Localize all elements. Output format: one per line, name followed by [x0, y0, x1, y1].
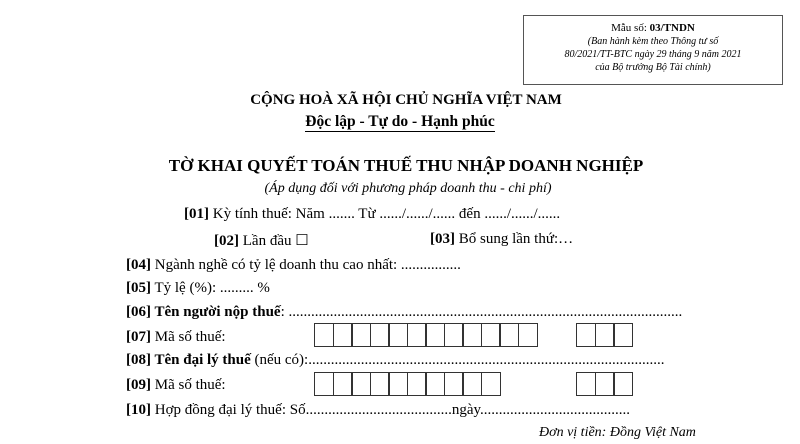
digit-box[interactable] [333, 372, 353, 396]
digit-box[interactable] [314, 372, 334, 396]
digit-box[interactable] [613, 372, 633, 396]
form-code: Mẫu số: 03/TNDN [611, 22, 695, 34]
digit-box[interactable] [595, 372, 615, 396]
digit-box[interactable] [407, 323, 427, 347]
field-06-taxpayer-name[interactable]: [06] Tên người nộp thuế: ......................................................................................................... [126, 304, 683, 320]
field-05-ratio[interactable]: [05] Tỷ lệ (%): ......... % [126, 280, 270, 296]
field-10-agent-contract[interactable]: [10] Hợp đồng đại lý thuế: Số.......................................ngày........................................ [126, 402, 631, 418]
tax-code-branch-boxes-09[interactable] [576, 372, 633, 396]
digit-box[interactable] [425, 372, 445, 396]
tax-code-boxes-09[interactable] [314, 372, 501, 396]
digit-box[interactable] [407, 372, 427, 396]
field-01-tax-period[interactable]: [01] Kỳ tính thuế: Năm ....... Từ ....../....../...... đến ....../....../...... [184, 206, 561, 222]
digit-box[interactable] [333, 323, 353, 347]
tax-code-boxes-07[interactable] [314, 323, 538, 347]
currency-unit: Đơn vị tiền: Đồng Việt Nam [539, 425, 696, 440]
document-subtitle: (Áp dụng đối với phương pháp doanh thu - chi phí) [264, 181, 552, 196]
digit-box[interactable] [595, 323, 615, 347]
motto: Độc lập - Tự do - Hạnh phúc [305, 113, 495, 130]
digit-box[interactable] [481, 372, 501, 396]
digit-box[interactable] [425, 323, 445, 347]
digit-box[interactable] [613, 323, 633, 347]
field-02-first-time[interactable]: [02] Lần đầu ☐ [214, 233, 309, 249]
tax-code-branch-boxes-07[interactable] [576, 323, 633, 347]
issued-line-2: 80/2021/TT-BTC ngày 29 tháng 9 năm 2021 [564, 49, 742, 60]
field-09-agent-tax-code: [09] Mã số thuế: [126, 377, 226, 393]
digit-box[interactable] [576, 323, 596, 347]
digit-box[interactable] [314, 323, 334, 347]
form-code-box [523, 15, 783, 85]
digit-box[interactable] [351, 372, 371, 396]
issued-line-1: (Ban hành kèm theo Thông tư số [587, 36, 719, 47]
digit-box[interactable] [351, 323, 371, 347]
digit-box[interactable] [370, 323, 390, 347]
field-07-tax-code: [07] Mã số thuế: [126, 329, 226, 345]
digit-box[interactable] [481, 323, 501, 347]
digit-box[interactable] [370, 372, 390, 396]
digit-box[interactable] [499, 323, 519, 347]
nation-heading: CỘNG HOÀ XÃ HỘI CHỦ NGHĨA VIỆT NAM [250, 92, 562, 108]
digit-box[interactable] [388, 323, 408, 347]
digit-box[interactable] [444, 372, 464, 396]
digit-box[interactable] [462, 372, 482, 396]
field-08-agent-name[interactable]: [08] Tên đại lý thuế (nếu có):............................................................................................... [126, 352, 665, 368]
digit-box[interactable] [462, 323, 482, 347]
issued-line-3: của Bộ trưởng Bộ Tài chính) [595, 62, 711, 73]
digit-box[interactable] [388, 372, 408, 396]
field-04-industry[interactable]: [04] Ngành nghề có tỷ lệ doanh thu cao nhất: ................ [126, 257, 461, 273]
field-03-supplement[interactable]: [03] Bổ sung lần thứ:… [430, 231, 574, 247]
digit-box[interactable] [576, 372, 596, 396]
digit-box[interactable] [518, 323, 538, 347]
digit-box[interactable] [444, 323, 464, 347]
document-title: TỜ KHAI QUYẾT TOÁN THUẾ THU NHẬP DOANH NGHIỆP [168, 156, 644, 175]
